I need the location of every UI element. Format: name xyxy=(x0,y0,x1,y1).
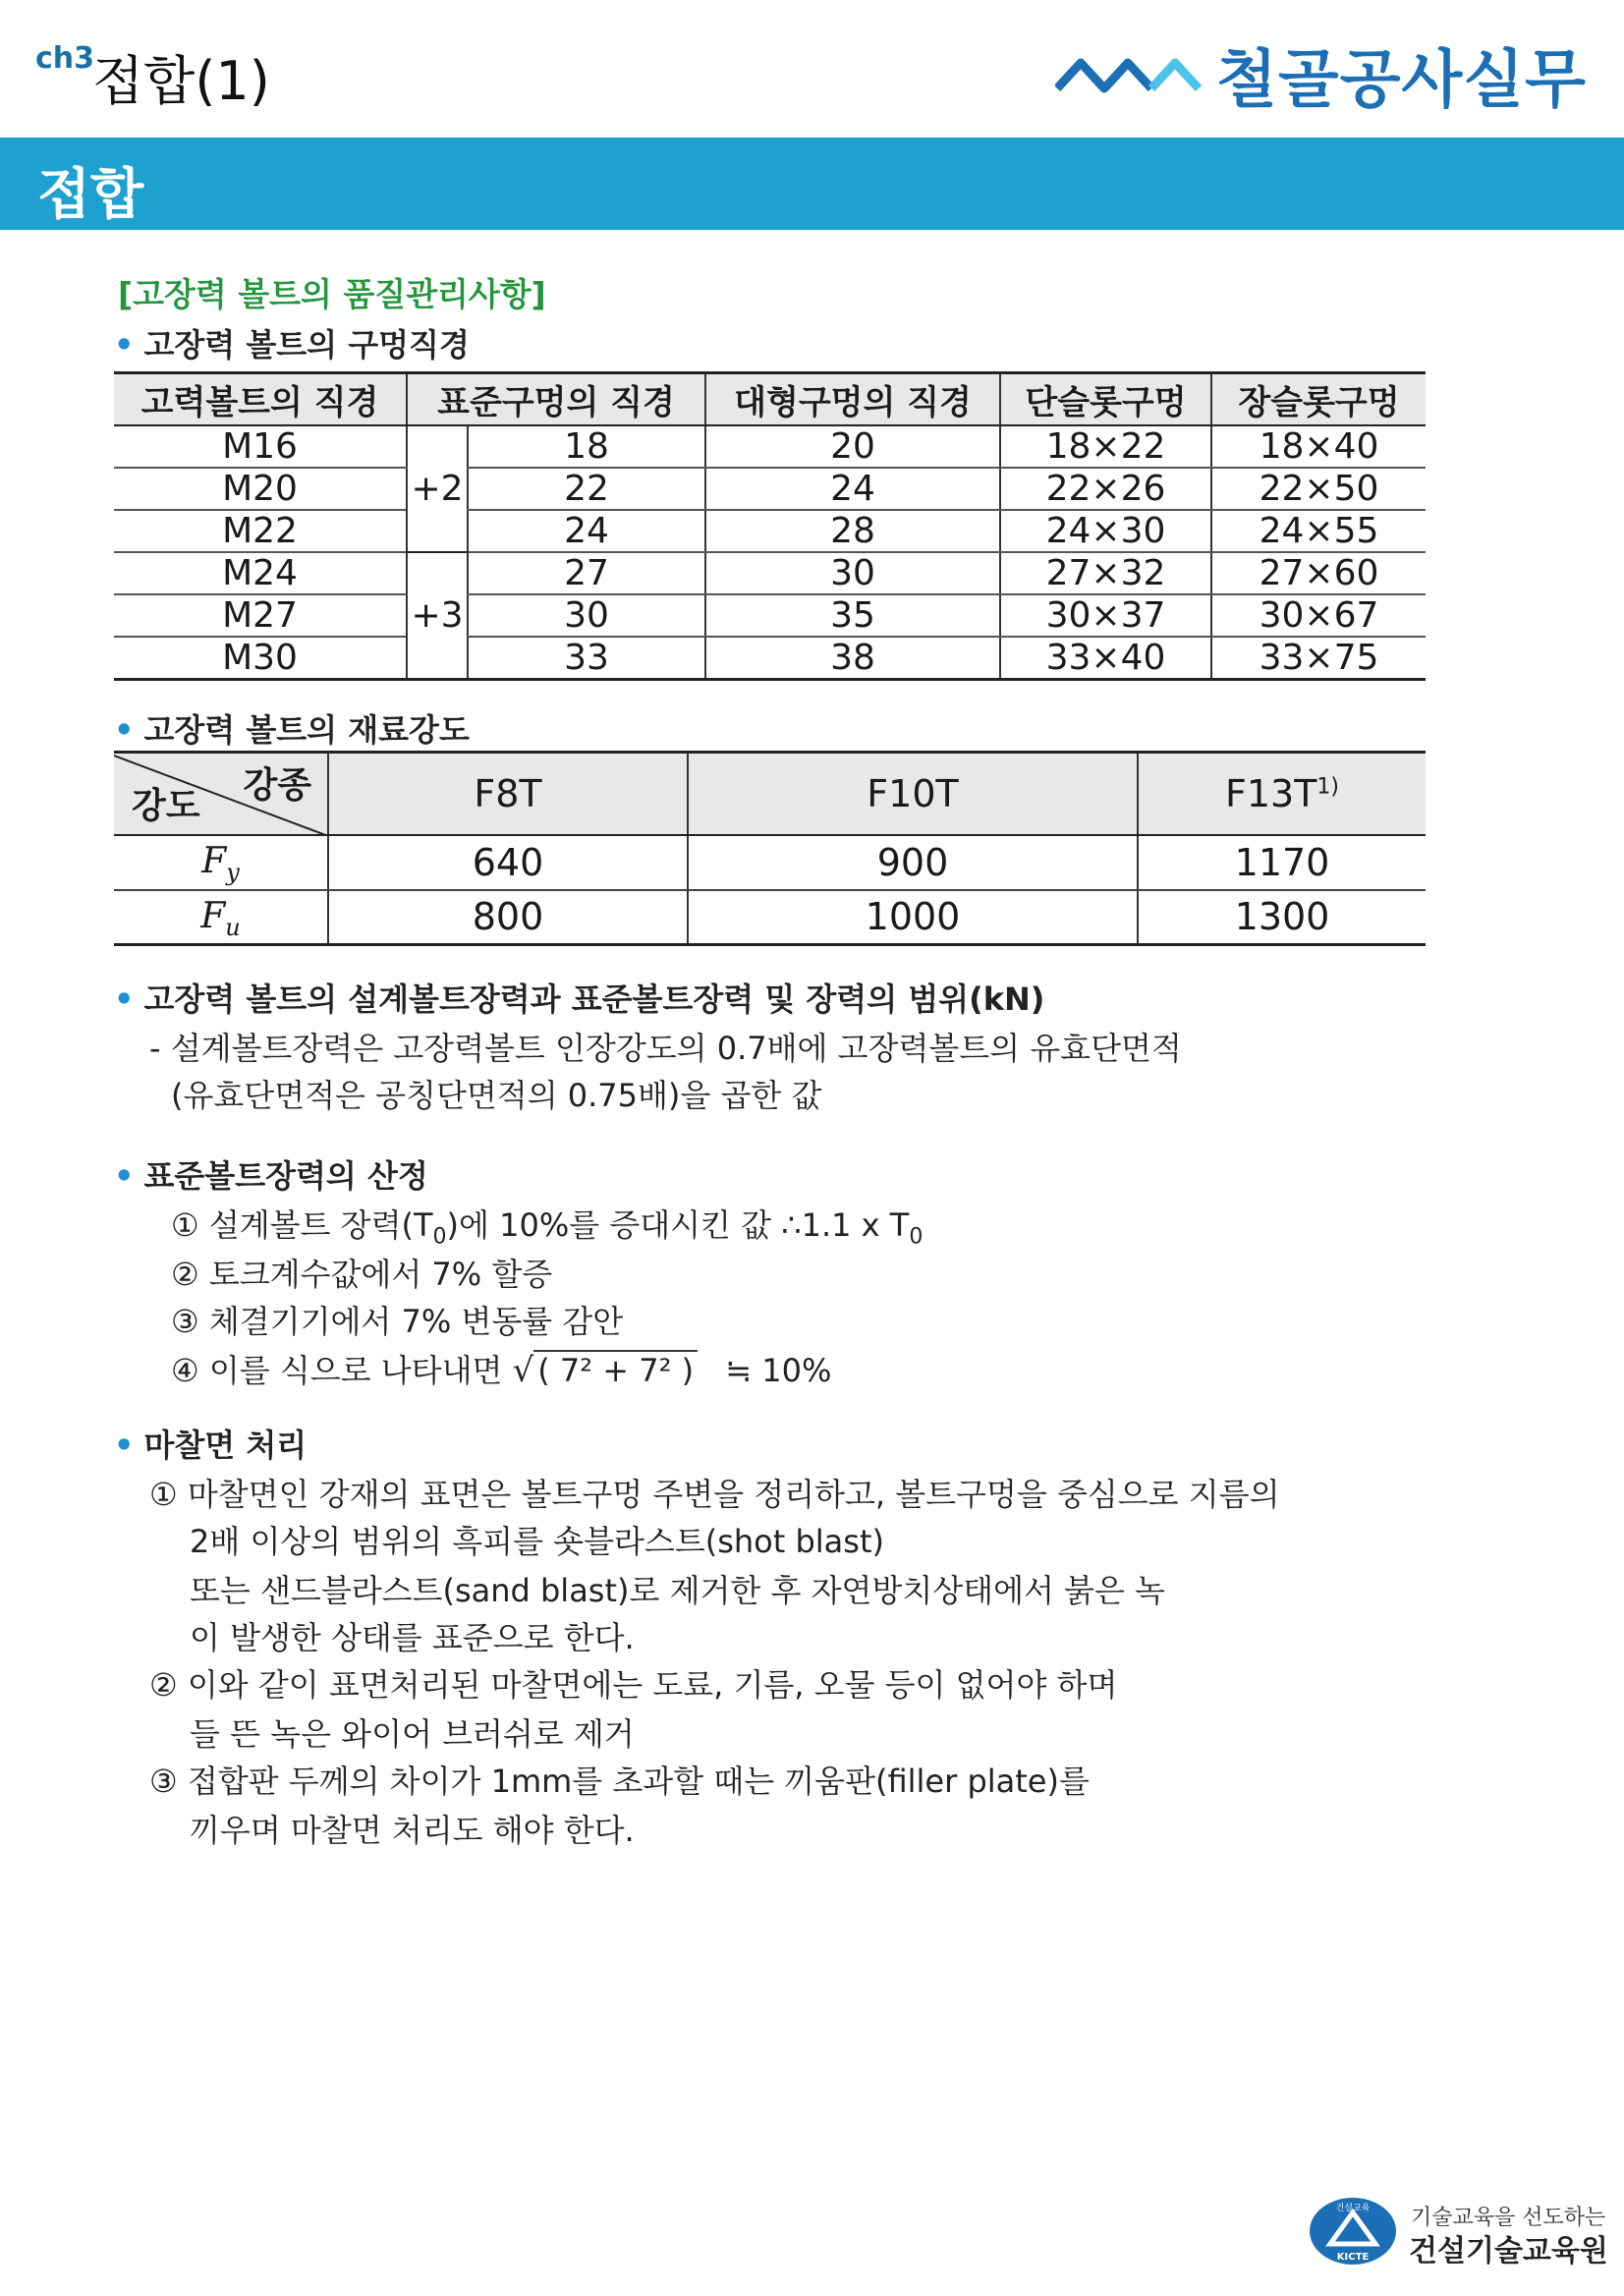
tolerance-cell: +2 xyxy=(407,425,468,552)
corner-label-strength: 강도 xyxy=(132,785,200,826)
table-header: 단슬롯구멍 xyxy=(1000,373,1211,425)
sqrt-icon: √ xyxy=(512,1351,534,1390)
standard-tension-item-1 xyxy=(171,1201,923,1249)
standard-hole: 24 xyxy=(468,510,705,552)
standard-hole: 18 xyxy=(468,425,705,468)
friction-line: 끼우며 마찰면 처리도 해야 한다. xyxy=(190,1812,635,1849)
logo-bottom-text: KICTE xyxy=(1336,2252,1370,2263)
tension-line-2: (유효단면적은 공칭단면적의 0.75배)을 곱한 값 xyxy=(171,1077,822,1114)
table-header: 대형구멍의 직경 xyxy=(705,373,1000,425)
bolt-size: M16 xyxy=(114,425,407,468)
friction-line: ③ 접합판 두께의 차이가 1mm를 초과할 때는 끼움판(filler plate)를 xyxy=(149,1763,1090,1800)
short-slot: 30×37 xyxy=(1000,594,1211,637)
grade-header: F10T xyxy=(688,753,1138,835)
tolerance-cell: +3 xyxy=(407,552,468,680)
friction-line: 이 발생한 상태를 표준으로 한다. xyxy=(190,1619,635,1656)
table-header: 표준구멍의 직경 xyxy=(407,373,705,425)
tension-heading xyxy=(114,975,1044,1020)
footer-tagline: 기술교육을 선도하는 xyxy=(1411,2206,1606,2230)
table-row xyxy=(114,552,1426,594)
oversize-hole: 35 xyxy=(705,594,1000,637)
standard-hole: 30 xyxy=(468,594,705,637)
section-banner xyxy=(0,138,1624,230)
oversize-hole: 20 xyxy=(705,425,1000,468)
strength-value: 900 xyxy=(688,835,1138,890)
short-slot: 18×22 xyxy=(1000,425,1211,468)
symbol-subscript: u xyxy=(225,913,241,941)
oversize-hole: 38 xyxy=(705,637,1000,680)
tension-heading-text: 고장력 볼트의 설계볼트장력과 표준볼트장력 및 장력의 범위(kN) xyxy=(143,980,1045,1018)
strength-table-heading xyxy=(114,705,470,751)
strength-value: 640 xyxy=(328,835,688,890)
long-slot: 33×75 xyxy=(1211,637,1426,680)
item-text: ① 설계볼트 장력(T xyxy=(171,1206,433,1244)
grade-header xyxy=(1138,753,1426,835)
subscript: 0 xyxy=(909,1224,924,1250)
item-text: )에 10%를 증대시킨 값 ∴1.1 x T xyxy=(446,1206,910,1244)
hole-diameter-table xyxy=(114,371,1426,681)
short-slot: 24×30 xyxy=(1000,510,1211,552)
brand-name: 철골공사실무 xyxy=(1216,44,1587,117)
footer-org-name: 건설기술교육원 xyxy=(1409,2234,1608,2268)
kicte-logo-icon xyxy=(1309,2197,1397,2266)
sqrt-formula: ( 7² + 7² ) xyxy=(533,1350,698,1389)
strength-symbol xyxy=(114,835,328,890)
bolt-size: M22 xyxy=(114,510,407,552)
section-title: [고장력 볼트의 품질관리사항] xyxy=(118,275,546,313)
chapter-title: 접합(1) xyxy=(92,50,270,112)
grade-label: F13T xyxy=(1224,771,1317,815)
oversize-hole: 24 xyxy=(705,468,1000,510)
short-slot: 27×32 xyxy=(1000,552,1211,594)
subscript: 0 xyxy=(432,1224,447,1250)
table-header: 고력볼트의 직경 xyxy=(114,373,407,425)
standard-tension-item-4 xyxy=(171,1346,831,1391)
short-slot: 22×26 xyxy=(1000,468,1211,510)
standard-tension-item-2: ② 토크계수값에서 7% 할증 xyxy=(171,1256,553,1293)
friction-line: 들 뜬 녹은 와이어 브러쉬로 제거 xyxy=(190,1715,635,1753)
grade-header: F8T xyxy=(328,753,688,835)
table-row xyxy=(114,594,1426,637)
hole-table-heading xyxy=(114,320,470,365)
standard-hole: 22 xyxy=(468,468,705,510)
brand xyxy=(1055,29,1587,120)
short-slot: 33×40 xyxy=(1000,637,1211,680)
bullet-icon: • xyxy=(114,980,135,1018)
material-strength-table xyxy=(114,751,1426,946)
table-row xyxy=(114,425,1426,468)
strength-symbol xyxy=(114,890,328,945)
friction-line: 또는 샌드블라스트(sand blast)로 제거한 후 자연방치상태에서 붉은 녹 xyxy=(190,1572,1165,1609)
standard-tension-heading-text: 표준볼트장력의 산정 xyxy=(143,1157,428,1195)
friction-heading xyxy=(114,1421,307,1466)
bullet-icon: • xyxy=(114,326,135,364)
table-row xyxy=(114,510,1426,552)
bolt-size: M30 xyxy=(222,637,298,678)
strength-value: 1300 xyxy=(1138,890,1426,945)
table-header: 장슬롯구멍 xyxy=(1211,373,1426,425)
tension-line-1: - 설계볼트장력은 고장력볼트 인장강도의 0.7배에 고장력볼트의 유효단면적 xyxy=(149,1030,1182,1067)
symbol-letter: F xyxy=(201,840,227,881)
strength-value: 800 xyxy=(328,890,688,945)
table-row xyxy=(114,890,1426,945)
oversize-hole: 28 xyxy=(705,510,1000,552)
hole-table-heading-text: 고장력 볼트의 구멍직경 xyxy=(143,326,470,364)
strength-value: 1000 xyxy=(688,890,1138,945)
friction-line: 2배 이상의 범위의 흑피를 숏블라스트(shot blast) xyxy=(190,1523,884,1560)
table-row xyxy=(114,637,1426,680)
table-row xyxy=(114,835,1426,890)
banner-title: 접합 xyxy=(37,163,144,227)
friction-line: ② 이와 같이 표면처리된 마찰면에는 도료, 기름, 오물 등이 없어야 하며 xyxy=(149,1666,1118,1704)
standard-hole: 33 xyxy=(468,637,705,680)
standard-hole: 27 xyxy=(468,552,705,594)
corner-header xyxy=(114,753,328,835)
corner-label-grade: 강종 xyxy=(243,765,311,806)
symbol-letter: F xyxy=(200,895,226,936)
item-text: ≒ 10% xyxy=(725,1352,832,1389)
standard-tension-heading xyxy=(114,1151,428,1197)
brand-logo-icon xyxy=(1055,51,1203,98)
long-slot: 24×55 xyxy=(1211,510,1426,552)
table-row xyxy=(114,468,1426,510)
bullet-icon: • xyxy=(114,1427,135,1464)
oversize-hole: 30 xyxy=(705,552,1000,594)
logo-top-text: 건설교육 xyxy=(1335,2204,1371,2213)
long-slot: 27×60 xyxy=(1211,552,1426,594)
bullet-icon: • xyxy=(114,711,135,749)
bolt-size: M27 xyxy=(114,594,407,637)
strength-table-heading-text: 고장력 볼트의 재료강도 xyxy=(143,711,470,749)
strength-value: 1170 xyxy=(1138,835,1426,890)
standard-tension-item-3: ③ 체결기기에서 7% 변동률 감안 xyxy=(171,1303,624,1340)
bullet-icon: • xyxy=(114,1157,135,1195)
grade-footnote: 1) xyxy=(1316,774,1340,800)
symbol-subscript: y xyxy=(226,859,240,887)
friction-line: ① 마찰면인 강재의 표면은 볼트구멍 주변을 정리하고, 볼트구멍을 중심으로 지름의 xyxy=(149,1476,1280,1513)
item-text: ④ 이를 식으로 나타내면 xyxy=(171,1352,503,1389)
long-slot: 22×50 xyxy=(1211,468,1426,510)
bolt-size: M20 xyxy=(114,468,407,510)
friction-heading-text: 마찰면 처리 xyxy=(143,1427,308,1464)
chapter-label: ch3 xyxy=(35,41,95,76)
long-slot: 18×40 xyxy=(1211,425,1426,468)
bolt-size: M24 xyxy=(114,552,407,594)
long-slot: 30×67 xyxy=(1211,594,1426,637)
